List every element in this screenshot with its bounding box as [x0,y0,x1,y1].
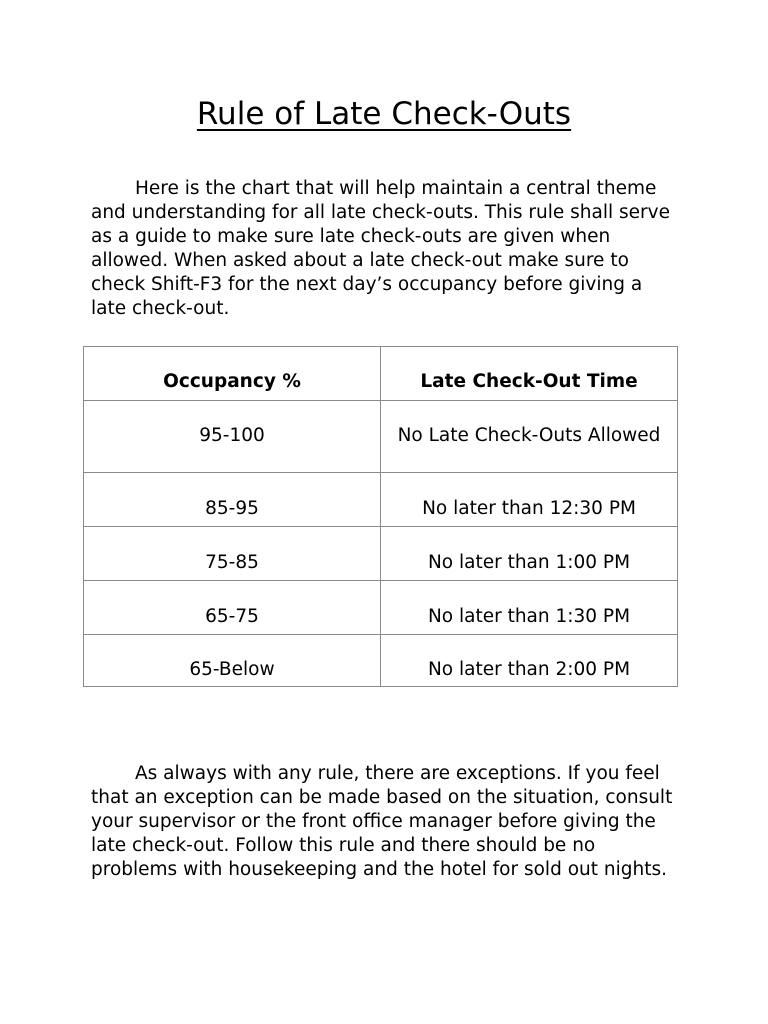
occupancy-header: Occupancy % [84,347,381,401]
checkout-time-cell: No later than 1:30 PM [381,581,678,635]
occupancy-cell: 65-Below [84,635,381,687]
table-row [84,581,678,635]
checkout-time-header: Late Check-Out Time [381,347,678,401]
checkout-time-cell: No Late Check-Outs Allowed [381,401,678,473]
table-row [84,401,678,473]
occupancy-cell: 95-100 [84,401,381,473]
occupancy-cell: 75-85 [84,527,381,581]
checkout-time-cell: No later than 2:00 PM [381,635,678,687]
table-row [84,527,678,581]
checkout-time-cell: No later than 1:00 PM [381,527,678,581]
page-title: Rule of Late Check-Outs [196,96,572,132]
table-row [84,635,678,687]
table-row [84,473,678,527]
occupancy-cell: 85-95 [84,473,381,527]
occupancy-cell: 65-75 [84,581,381,635]
late-checkout-table [83,346,678,687]
intro-paragraph: Here is the chart that will help maintain a central theme and understanding for all late check-outs. This rule shall serve as a guide to make sure late check-outs are given when allowed. When asked about a late check-out make sure to check Shift-F3 for the next day’s occupancy before giving a late check-out. [91,178,670,319]
checkout-time-cell: No later than 12:30 PM [381,473,678,527]
closing-paragraph: As always with any rule, there are exceptions. If you feel that an exception can be made based on the situation, consult your supervisor or the front office manager before giving the late check-out. Follow this rule and there should be no problems with housekeeping and the hotel for sold out nights. [91,763,673,880]
table-header-row [84,347,678,401]
